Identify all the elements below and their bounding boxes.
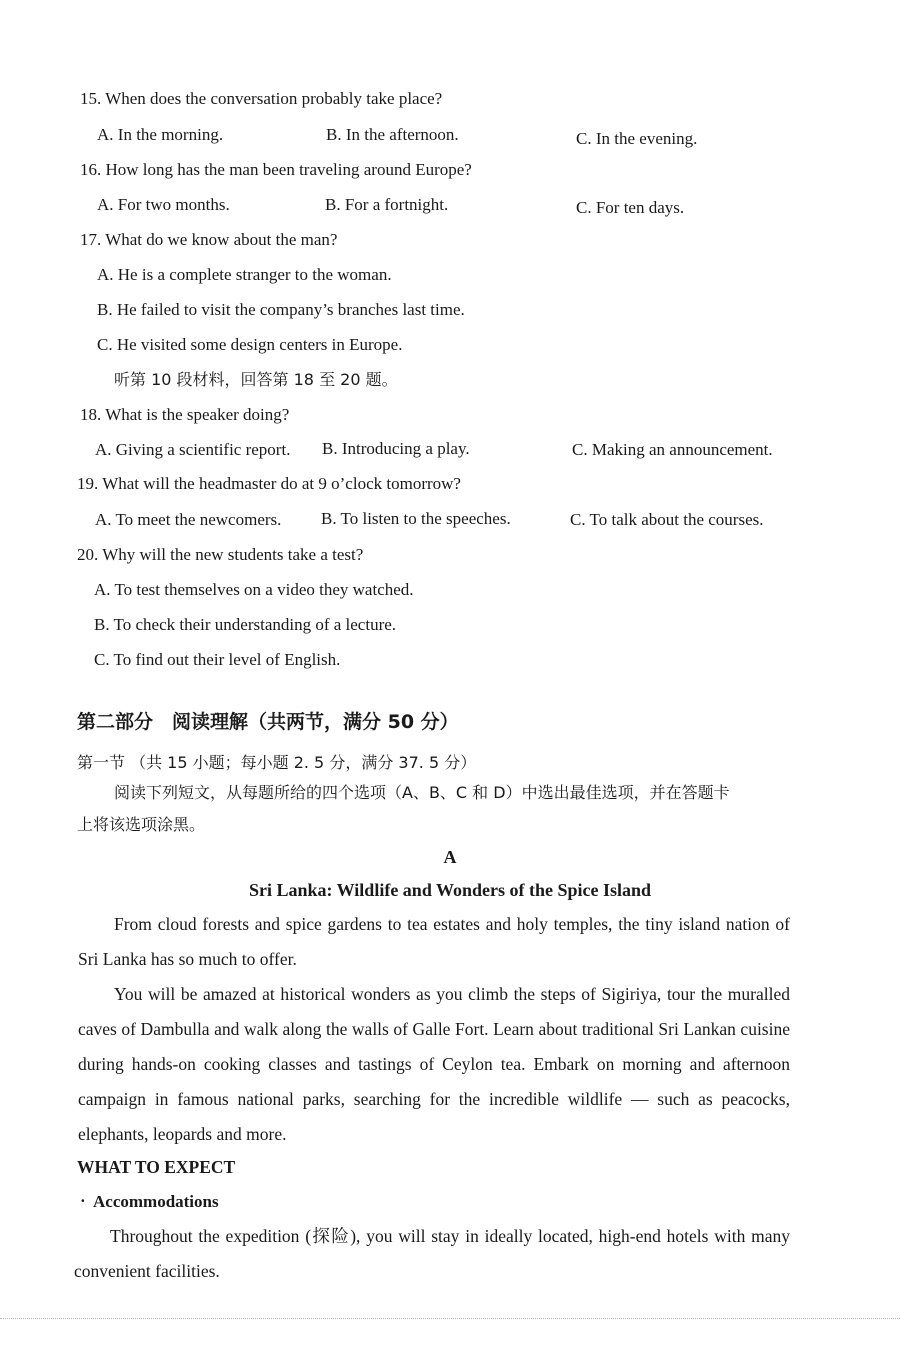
- question-15-option-c: C. In the evening.: [576, 129, 698, 148]
- reading-instruction-line2: 上将该选项涂黑。: [77, 815, 206, 834]
- listening-instruction: 听第 10 段材料，回答第 18 至 20 题。: [114, 370, 398, 389]
- question-16-option-c: C. For ten days.: [576, 198, 685, 217]
- page-footer-rule: [0, 1318, 900, 1320]
- question-18-option-c: C. Making an announcement.: [572, 440, 773, 459]
- question-16-stem: 16. How long has the man been traveling around Europe?: [80, 160, 472, 179]
- passage-paragraph-2: You will be amazed at historical wonders as you climb the steps of Sigiriya, tour the muralled caves of Dambulla and walk along the walls of Galle Fort. Learn about traditional Sri Lankan cuisine during hands-on cooking classes and tastings of Ceylon tea. Embark on morning and afternoon campaign in famous national parks, searching for the incredible wildlife — such as peacocks, elephants, leopards and more.: [78, 984, 790, 1144]
- question-17-option-a: A. He is a complete stranger to the woman.: [97, 265, 392, 284]
- question-17-option-b: B. He failed to visit the company’s branches last time.: [97, 300, 465, 319]
- question-17-stem: 17. What do we know about the man?: [80, 230, 338, 249]
- question-19-stem: 19. What will the headmaster do at 9 o’clock tomorrow?: [77, 474, 461, 493]
- question-20-option-b: B. To check their understanding of a lecture.: [94, 615, 397, 634]
- passage-letter: A: [443, 847, 457, 867]
- what-to-expect-heading: WHAT TO EXPECT: [77, 1157, 236, 1177]
- question-17-option-c: C. He visited some design centers in Europe.: [97, 335, 403, 354]
- accommodations-bullet: ·: [80, 1191, 86, 1210]
- question-16-option-b: B. For a fortnight.: [325, 195, 449, 214]
- question-16-option-a: A. For two months.: [97, 195, 230, 214]
- reading-instruction-line1: 阅读下列短文，从每题所给的四个选项（A、B、C 和 D）中选出最佳选项，并在答题卡: [114, 783, 730, 802]
- passage-title: Sri Lanka: Wildlife and Wonders of the Spice Island: [248, 880, 652, 900]
- question-15-stem: 15. When does the conversation probably take place?: [80, 89, 443, 108]
- question-19-option-a: A. To meet the newcomers.: [95, 510, 282, 529]
- question-19-option-c: C. To talk about the courses.: [570, 510, 764, 529]
- question-20-option-c: C. To find out their level of English.: [94, 650, 341, 669]
- question-19-option-b: B. To listen to the speeches.: [321, 509, 511, 528]
- part-two-title: 第二部分 阅读理解（共两节，满分 50 分）: [77, 711, 459, 733]
- question-18-stem: 18. What is the speaker doing?: [80, 405, 290, 424]
- question-15-option-b: B. In the afternoon.: [326, 125, 459, 144]
- question-20-option-a: A. To test themselves on a video they watched.: [94, 580, 414, 599]
- section-one-heading: 第一节 （共 15 小题；每小题 2. 5 分，满分 37. 5 分）: [77, 753, 477, 772]
- question-15-option-a: A. In the morning.: [97, 125, 224, 144]
- question-18-option-b: B. Introducing a play.: [322, 439, 470, 458]
- accommodations-heading: Accommodations: [93, 1192, 219, 1211]
- passage-paragraph-3: Throughout the expedition (探险), you will stay in ideally located, high-end hotels with many convenient facilities.: [74, 1226, 790, 1281]
- question-18-option-a: A. Giving a scientific report.: [95, 440, 291, 459]
- question-20-stem: 20. Why will the new students take a test?: [77, 545, 364, 564]
- passage-paragraph-1: From cloud forests and spice gardens to tea estates and holy temples, the tiny island nation of Sri Lanka has so much to offer.: [78, 914, 790, 969]
